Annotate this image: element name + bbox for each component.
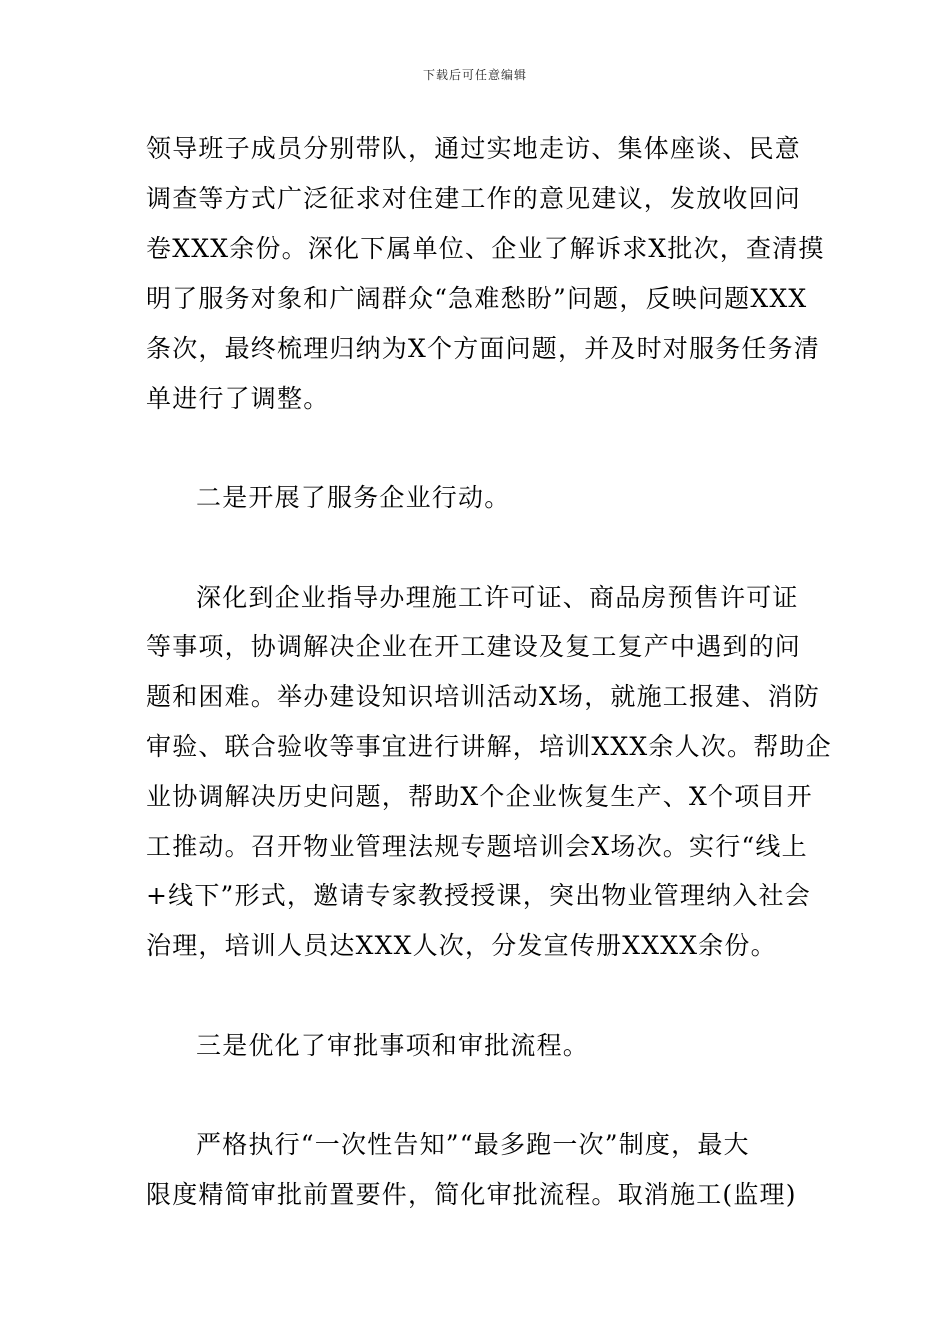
body-line: 调查等方式广泛征求对住建工作的意见建议，发放收回问 [146,184,802,213]
body-line: 等事项，协调解决企业在开工建设及复工复产中遇到的问 [146,632,802,661]
body-line: 单进行了调整。 [146,384,330,413]
section-heading: 二是开展了服务企业行动。 [196,483,511,512]
body-line: 明了服务对象和广阔群众“急难愁盼”问题，反映问题XXX [146,284,808,313]
body-line: 审验、联合验收等事宜进行讲解，培训XXX余人次。帮助企 [146,732,832,761]
page-header: 下载后可任意编辑 [422,68,527,82]
body-line: 严格执行“一次性告知”“最多跑一次”制度，最大 [196,1130,750,1159]
body-line: 深化到企业指导办理施工许可证、商品房预售许可证 [196,583,799,612]
body-line: 卷XXX余份。深化下属单位、企业了解诉求X批次，查清摸 [146,234,825,263]
body-line: 工推动。召开物业管理法规专题培训会X场次。实行“线上 [146,832,808,861]
body-line: 业协调解决历史问题，帮助X个企业恢复生产、X个项目开 [146,782,813,811]
body-line: 限度精简审批前置要件，简化审批流程。取消施工(监理) [146,1180,797,1209]
body-line: 题和困难。举办建设知识培训活动X场，就施工报建、消防 [146,682,821,711]
body-line: +线下”形式，邀请专家教授授课，突出物业管理纳入社会 [146,881,811,910]
body-line: 领导班子成员分别带队，通过实地走访、集体座谈、民意 [146,134,802,163]
section-heading: 三是优化了审批事项和审批流程。 [196,1031,590,1060]
body-line: 治理，培训人员达XXX人次，分发宣传册XXXX余份。 [146,931,777,960]
body-line: 条次，最终梳理归纳为X个方面问题，并及时对服务任务清 [146,334,821,363]
